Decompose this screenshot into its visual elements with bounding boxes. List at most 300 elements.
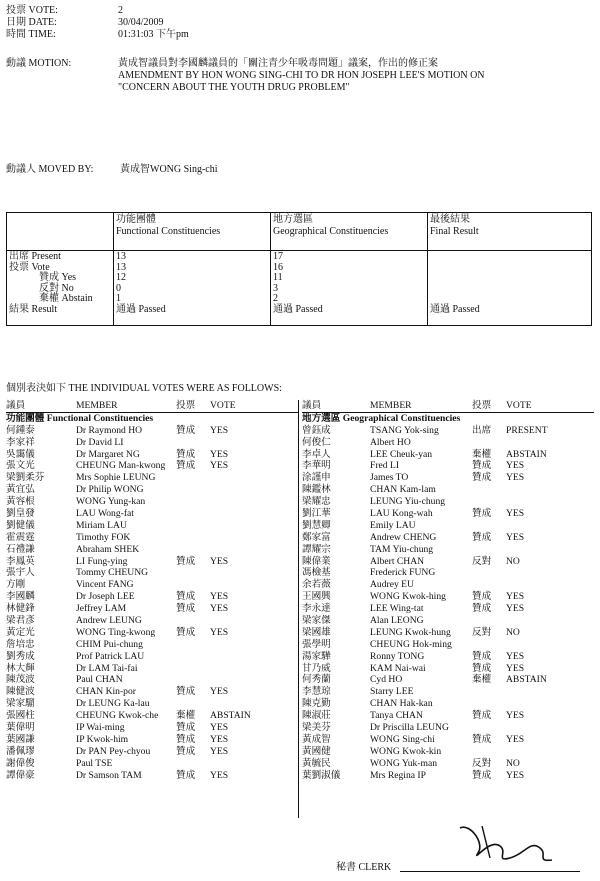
vote-en: ABSTAIN — [210, 710, 251, 722]
member-name-zh: 劉皇發 — [6, 508, 35, 520]
member-name-zh: 譚偉豪 — [6, 769, 35, 781]
vote-en: NO — [506, 555, 520, 567]
vote-en: YES — [210, 745, 229, 757]
vote-en: YES — [506, 662, 525, 674]
vote-zh: 贊成 — [176, 769, 196, 781]
fc-subtitle — [6, 413, 298, 425]
time-label: 時間 TIME: — [6, 29, 56, 40]
member-name-en: Fred LI — [370, 460, 400, 472]
vote-en: ABSTAIN — [506, 674, 547, 686]
gc-member-row — [302, 627, 594, 639]
member-name-en: Dr Priscilla LEUNG — [370, 722, 449, 734]
fc-member-row — [6, 472, 298, 484]
member-name-zh: 黃毓民 — [302, 757, 331, 769]
member-name-en: Audrey EU — [370, 579, 414, 591]
vote-en: YES — [210, 722, 229, 734]
member-name-en: Dr Samson TAM — [76, 769, 142, 781]
member-name-en: Andrew LEUNG — [76, 615, 142, 627]
member-name-zh: 李慧琼 — [302, 686, 331, 698]
gc-values — [271, 251, 428, 326]
fc-yes: 12 — [116, 272, 126, 284]
vote-en: ABSTAIN — [506, 448, 547, 460]
fc-header-vote-zh: 投票 — [176, 400, 196, 411]
label-no: 反對 No — [39, 282, 74, 294]
vote-zh: 出席 — [472, 424, 492, 436]
member-name-en: WONG Kwok-kin — [370, 745, 442, 757]
member-name-zh: 方剛 — [6, 579, 26, 591]
motion-label: 動議 MOTION: — [6, 58, 72, 69]
member-name-zh: 馮檢基 — [302, 567, 331, 579]
fc-member-row — [6, 746, 298, 758]
fc-member-row — [6, 544, 298, 556]
member-name-zh: 陳茂波 — [6, 674, 35, 686]
member-name-en: Dr Joseph LEE — [76, 591, 135, 603]
gc-member-row — [302, 484, 594, 496]
member-name-en: Dr LEUNG Ka-lau — [76, 698, 150, 710]
member-name-en: Dr Philip WONG — [76, 484, 144, 496]
member-name-en: WONG Yuk-man — [370, 757, 438, 769]
member-name-en: LAU Kong-wah — [370, 508, 433, 520]
gc-member-row — [302, 520, 594, 532]
gc-member-row — [302, 556, 594, 568]
vote-zh: 贊成 — [472, 603, 492, 615]
gc-member-row — [302, 437, 594, 449]
member-name-en: CHIM Pui-chung — [76, 638, 143, 650]
fc-member-row — [6, 532, 298, 544]
vote-en: YES — [506, 508, 525, 520]
member-name-en: Dr Raymond HO — [76, 424, 143, 436]
gc-member-row — [302, 710, 594, 722]
member-name-zh: 吳靄儀 — [6, 448, 35, 460]
fc-member-row — [6, 591, 298, 603]
member-name-zh: 黃宜弘 — [6, 484, 35, 496]
member-name-en: James TO — [370, 472, 409, 484]
column-divider — [298, 400, 299, 818]
member-name-zh: 梁君彥 — [6, 615, 35, 627]
vote-en: YES — [210, 555, 229, 567]
fc-member-row — [6, 508, 298, 520]
member-name-en: Vincent FANG — [76, 579, 134, 591]
member-name-zh: 張宇人 — [6, 567, 35, 579]
member-name-en: CHEUNG Man-kwong — [76, 460, 166, 472]
fc-member-row — [6, 734, 298, 746]
fc-member-row — [6, 567, 298, 579]
fc-member-row — [6, 603, 298, 615]
vote-zh: 贊成 — [176, 460, 196, 472]
fc-member-row — [6, 520, 298, 532]
member-name-zh: 李鳳英 — [6, 555, 35, 567]
vote-en: YES — [506, 710, 525, 722]
vote-zh: 贊成 — [472, 662, 492, 674]
member-name-en: Albert HO — [370, 436, 411, 448]
final-header-zh: 最後結果 — [430, 214, 470, 225]
vote-en: YES — [210, 769, 229, 781]
member-name-zh: 李家祥 — [6, 436, 35, 448]
member-name-zh: 余若薇 — [302, 579, 331, 591]
fc-member-row — [6, 627, 298, 639]
time-value: 01:31:03 下午pm — [118, 29, 189, 40]
vote-en: NO — [506, 757, 520, 769]
fc-member-row — [6, 484, 298, 496]
member-name-zh: 鄭家富 — [302, 531, 331, 543]
gc-member-row — [302, 674, 594, 686]
fc-abstain: 1 — [116, 293, 121, 305]
vote-zh: 贊成 — [176, 626, 196, 638]
gc-title: 地方選區 Geographical Constituencies — [302, 412, 461, 424]
gc-member-row — [302, 639, 594, 651]
member-name-en: LAU Wong-fat — [76, 508, 134, 520]
label-vote: 投票 Vote — [9, 261, 50, 273]
gc-abstain: 2 — [273, 293, 278, 305]
member-name-zh: 李華明 — [302, 460, 331, 472]
gc-member-row — [302, 615, 594, 627]
vote-zh: 贊成 — [176, 722, 196, 734]
vote-en: YES — [210, 424, 229, 436]
member-name-zh: 劉江華 — [302, 508, 331, 520]
fc-member-row — [6, 663, 298, 675]
label-result: 結果 Result — [9, 303, 58, 315]
member-name-en: Paul TSE — [76, 757, 113, 769]
gc-member-row — [302, 734, 594, 746]
member-name-zh: 劉健儀 — [6, 519, 35, 531]
vote-zh: 贊成 — [472, 460, 492, 472]
member-name-en: Ronny TONG — [370, 650, 425, 662]
fc-header-vote-en: VOTE — [210, 400, 236, 411]
vote-en: YES — [210, 626, 229, 638]
member-name-en: Prof Patrick LAU — [76, 650, 145, 662]
gc-member-row — [302, 758, 594, 770]
gc-header-vote-en: VOTE — [506, 400, 532, 411]
fc-member-row — [6, 425, 298, 437]
motion-text-en-1: AMENDMENT BY HON WONG SING-CHI TO DR HON JOSEPH LEE'S MOTION ON — [118, 70, 485, 81]
member-name-zh: 葉偉明 — [6, 722, 35, 734]
member-name-en: Tommy CHEUNG — [76, 567, 149, 579]
member-name-en: LEUNG Kwok-hung — [370, 626, 451, 638]
member-name-en: Dr PAN Pey-chyou — [76, 745, 151, 757]
member-name-en: Emily LAU — [370, 519, 416, 531]
member-name-zh: 劉秀成 — [6, 650, 35, 662]
label-yes: 贊成 Yes — [39, 272, 77, 284]
member-name-zh: 陳偉業 — [302, 555, 331, 567]
member-name-zh: 梁家傑 — [302, 615, 331, 627]
member-name-zh: 梁美芬 — [302, 722, 331, 734]
member-name-zh: 石禮謙 — [6, 543, 35, 555]
motion-text-en-2: "CONCERN ABOUT THE YOUTH DRUG PROBLEM" — [118, 82, 350, 93]
member-name-en: WONG Ting-kwong — [76, 626, 156, 638]
fc-header-member-zh: 議員 — [6, 400, 26, 411]
gc-member-row — [302, 722, 594, 734]
member-name-en: Alan LEONG — [370, 615, 424, 627]
fc-member-row — [6, 449, 298, 461]
member-name-zh: 林健鋒 — [6, 603, 35, 615]
member-name-en: Paul CHAN — [76, 674, 123, 686]
vote-en: YES — [210, 733, 229, 745]
label-present: 出席 Present — [9, 251, 61, 262]
gc-member-row — [302, 698, 594, 710]
fc-member-row — [6, 698, 298, 710]
vote-en: YES — [506, 769, 525, 781]
vote-zh: 贊成 — [176, 448, 196, 460]
vote-en: PRESENT — [506, 424, 548, 436]
fc-member-list — [6, 400, 298, 782]
member-name-zh: 梁家騮 — [6, 698, 35, 710]
gc-header-en: Geographical Constituencies — [273, 226, 389, 237]
fc-header-zh: 功能團體 — [116, 214, 156, 225]
member-name-en: CHEUNG Kwok-che — [76, 710, 159, 722]
fc-member-row — [6, 437, 298, 449]
member-name-zh: 黃定光 — [6, 626, 35, 638]
vote-zh: 贊成 — [176, 424, 196, 436]
fc-header-member-en: MEMBER — [76, 400, 118, 411]
member-name-en: Mrs Regina IP — [370, 769, 426, 781]
member-name-en: Timothy FOK — [76, 531, 131, 543]
gc-vote: 16 — [273, 261, 283, 273]
moved-by-label: 動議人 MOVED BY: — [6, 164, 94, 175]
gc-header-member-en: MEMBER — [370, 400, 412, 411]
member-name-zh: 劉慧卿 — [302, 519, 331, 531]
vote-en: YES — [506, 472, 525, 484]
gc-member-row — [302, 532, 594, 544]
vote-zh: 贊成 — [176, 591, 196, 603]
member-name-zh: 梁劉柔芬 — [6, 472, 45, 484]
final-column-header — [428, 213, 592, 251]
final-values — [428, 251, 592, 326]
final-spacer — [430, 252, 589, 305]
final-header-en: Final Result — [430, 226, 479, 237]
fc-member-row — [6, 758, 298, 770]
vote-zh: 贊成 — [472, 769, 492, 781]
member-name-zh: 王國興 — [302, 591, 331, 603]
gc-member-row — [302, 686, 594, 698]
member-name-zh: 謝偉俊 — [6, 757, 35, 769]
gc-member-row — [302, 472, 594, 484]
member-name-zh: 陳鑑林 — [302, 484, 331, 496]
fc-vote: 13 — [116, 261, 126, 273]
fc-member-row — [6, 770, 298, 782]
vote-en: YES — [210, 448, 229, 460]
vote-zh: 反對 — [472, 555, 492, 567]
gc-column-header — [271, 213, 428, 251]
member-name-en: Tanya CHAN — [370, 710, 423, 722]
gc-header-member-zh: 議員 — [302, 400, 322, 411]
fc-member-row — [6, 496, 298, 508]
fc-result: 通過 Passed — [116, 303, 166, 315]
vote-number: 2 — [118, 5, 123, 16]
gc-header-zh: 地方選區 — [273, 214, 313, 225]
member-name-en: WONG Sing-chi — [370, 733, 435, 745]
member-name-zh: 湯家驊 — [302, 650, 331, 662]
fc-header-en: Functional Constituencies — [116, 226, 221, 237]
member-name-en: LI Fung-ying — [76, 555, 128, 567]
vote-zh: 反對 — [472, 757, 492, 769]
vote-zh: 棄權 — [472, 448, 492, 460]
vote-zh: 贊成 — [472, 733, 492, 745]
vote-en: YES — [506, 603, 525, 615]
summary-blank-header — [7, 213, 114, 251]
member-name-en: Miriam LAU — [76, 519, 127, 531]
vote-en: YES — [506, 591, 525, 603]
member-name-zh: 譚耀宗 — [302, 543, 331, 555]
gc-member-row — [302, 591, 594, 603]
member-name-en: LEE Wing-tat — [370, 603, 424, 615]
fc-member-row — [6, 722, 298, 734]
fc-member-row — [6, 686, 298, 698]
gc-member-row — [302, 508, 594, 520]
vote-en: YES — [210, 460, 229, 472]
vote-zh: 贊成 — [176, 603, 196, 615]
member-name-en: Cyd HO — [370, 674, 403, 686]
gc-member-row — [302, 544, 594, 556]
fc-column-header — [114, 213, 271, 251]
vote-en: YES — [210, 603, 229, 615]
fc-member-row — [6, 674, 298, 686]
gc-member-row — [302, 770, 594, 782]
member-name-zh: 陳克勤 — [302, 698, 331, 710]
member-name-zh: 詹培忠 — [6, 638, 35, 650]
member-name-en: CHAN Hak-kan — [370, 698, 433, 710]
vote-en: YES — [506, 460, 525, 472]
fc-no: 0 — [116, 282, 121, 294]
gc-member-row — [302, 567, 594, 579]
member-name-zh: 陳健波 — [6, 686, 35, 698]
gc-member-row — [302, 746, 594, 758]
vote-zh: 贊成 — [176, 745, 196, 757]
fc-title: 功能團體 Functional Constituencies — [6, 412, 154, 424]
member-name-zh: 張文光 — [6, 460, 35, 472]
member-name-en: TAM Yiu-chung — [370, 543, 434, 555]
gc-yes: 11 — [273, 272, 283, 284]
final-result: 通過 Passed — [430, 304, 480, 315]
gc-subtitle — [302, 413, 594, 425]
individual-votes-caption: 個別表決如下 THE INDIVIDUAL VOTES WERE AS FOLLOWS: — [6, 383, 282, 394]
clerk-signature — [440, 818, 560, 868]
member-name-en: Dr David LI — [76, 436, 124, 448]
fc-member-row — [6, 579, 298, 591]
vote-en: YES — [506, 733, 525, 745]
member-name-zh: 葉國謙 — [6, 733, 35, 745]
clerk-signature-line — [400, 871, 580, 872]
member-name-en: TSANG Yok-sing — [370, 424, 439, 436]
member-name-en: Jeffrey LAM — [76, 603, 127, 615]
member-name-zh: 葉劉淑儀 — [302, 769, 341, 781]
moved-by-value: 黃成智WONG Sing-chi — [120, 164, 218, 175]
date-label: 日期 DATE: — [6, 17, 57, 28]
gc-member-row — [302, 449, 594, 461]
vote-zh: 贊成 — [472, 650, 492, 662]
gc-result: 通過 Passed — [273, 303, 323, 315]
vote-zh: 贊成 — [472, 531, 492, 543]
member-name-en: KAM Nai-wai — [370, 662, 426, 674]
summary-table — [6, 212, 592, 326]
member-name-en: Dr LAM Tai-fai — [76, 662, 138, 674]
gc-member-row — [302, 663, 594, 675]
fc-member-row — [6, 710, 298, 722]
member-name-en: Starry LEE — [370, 686, 414, 698]
vote-zh: 棄權 — [176, 710, 196, 722]
label-abstain: 棄權 Abstain — [39, 293, 93, 305]
member-name-zh: 何俊仁 — [302, 436, 331, 448]
member-name-en: IP Kwok-him — [76, 733, 129, 745]
gc-member-row — [302, 460, 594, 472]
gc-member-row — [302, 579, 594, 591]
motion-text-zh: 黃成智議員對李國麟議員的「關注青少年吸毒問題」議案，作出的修正案 — [118, 58, 438, 69]
vote-zh: 贊成 — [472, 710, 492, 722]
gc-member-row — [302, 603, 594, 615]
member-name-zh: 黃國健 — [302, 745, 331, 757]
member-name-en: WONG Kwok-hing — [370, 591, 446, 603]
member-name-zh: 霍震霆 — [6, 531, 35, 543]
member-name-en: Mrs Sophie LEUNG — [76, 472, 156, 484]
member-name-en: IP Wai-ming — [76, 722, 125, 734]
member-name-en: Albert CHAN — [370, 555, 425, 567]
member-name-zh: 林大輝 — [6, 662, 35, 674]
member-name-zh: 李國麟 — [6, 591, 35, 603]
vote-zh: 贊成 — [176, 555, 196, 567]
member-name-zh: 張學明 — [302, 638, 331, 650]
member-name-zh: 李永達 — [302, 603, 331, 615]
member-name-zh: 梁耀忠 — [302, 496, 331, 508]
gc-member-row — [302, 496, 594, 508]
member-name-en: CHEUNG Hok-ming — [370, 638, 452, 650]
member-name-en: LEUNG Yiu-chung — [370, 496, 446, 508]
vote-zh: 贊成 — [472, 472, 492, 484]
fc-list-header — [6, 400, 298, 413]
member-name-en: Dr Margaret NG — [76, 448, 140, 460]
fc-member-row — [6, 639, 298, 651]
member-name-zh: 甘乃威 — [302, 662, 331, 674]
summary-labels — [7, 251, 114, 326]
member-name-zh: 何秀蘭 — [302, 674, 331, 686]
member-name-zh: 張國柱 — [6, 710, 35, 722]
vote-label: 投票 VOTE: — [6, 5, 58, 16]
member-name-zh: 黃成智 — [302, 733, 331, 745]
clerk-label: 秘書 CLERK — [336, 862, 392, 873]
gc-list-header — [302, 400, 594, 413]
fc-member-row — [6, 651, 298, 663]
member-name-en: Abraham SHEK — [76, 543, 140, 555]
vote-en: YES — [210, 686, 229, 698]
vote-en: YES — [506, 531, 525, 543]
gc-member-row — [302, 425, 594, 437]
gc-no: 3 — [273, 282, 278, 294]
member-name-en: WONG Yung-kan — [76, 496, 146, 508]
fc-values — [114, 251, 271, 326]
fc-present: 13 — [116, 251, 126, 262]
member-name-en: LEE Cheuk-yan — [370, 448, 433, 460]
vote-zh: 贊成 — [472, 591, 492, 603]
member-name-zh: 梁國雄 — [302, 626, 331, 638]
vote-en: YES — [506, 650, 525, 662]
vote-zh: 贊成 — [176, 686, 196, 698]
vote-zh: 贊成 — [176, 733, 196, 745]
member-name-zh: 曾鈺成 — [302, 424, 331, 436]
gc-present: 17 — [273, 251, 283, 262]
gc-header-vote-zh: 投票 — [472, 400, 492, 411]
fc-member-row — [6, 615, 298, 627]
member-name-en: CHAN Kin-por — [76, 686, 136, 698]
vote-zh: 贊成 — [472, 508, 492, 520]
member-name-zh: 潘佩璆 — [6, 745, 35, 757]
member-name-zh: 何鍾泰 — [6, 424, 35, 436]
gc-member-row — [302, 651, 594, 663]
gc-member-list — [302, 400, 594, 782]
member-name-zh: 陳淑莊 — [302, 710, 331, 722]
member-name-zh: 黃容根 — [6, 496, 35, 508]
member-name-en: Andrew CHENG — [370, 531, 437, 543]
vote-en: NO — [506, 626, 520, 638]
date-value: 30/04/2009 — [118, 17, 164, 28]
member-name-en: CHAN Kam-lam — [370, 484, 436, 496]
